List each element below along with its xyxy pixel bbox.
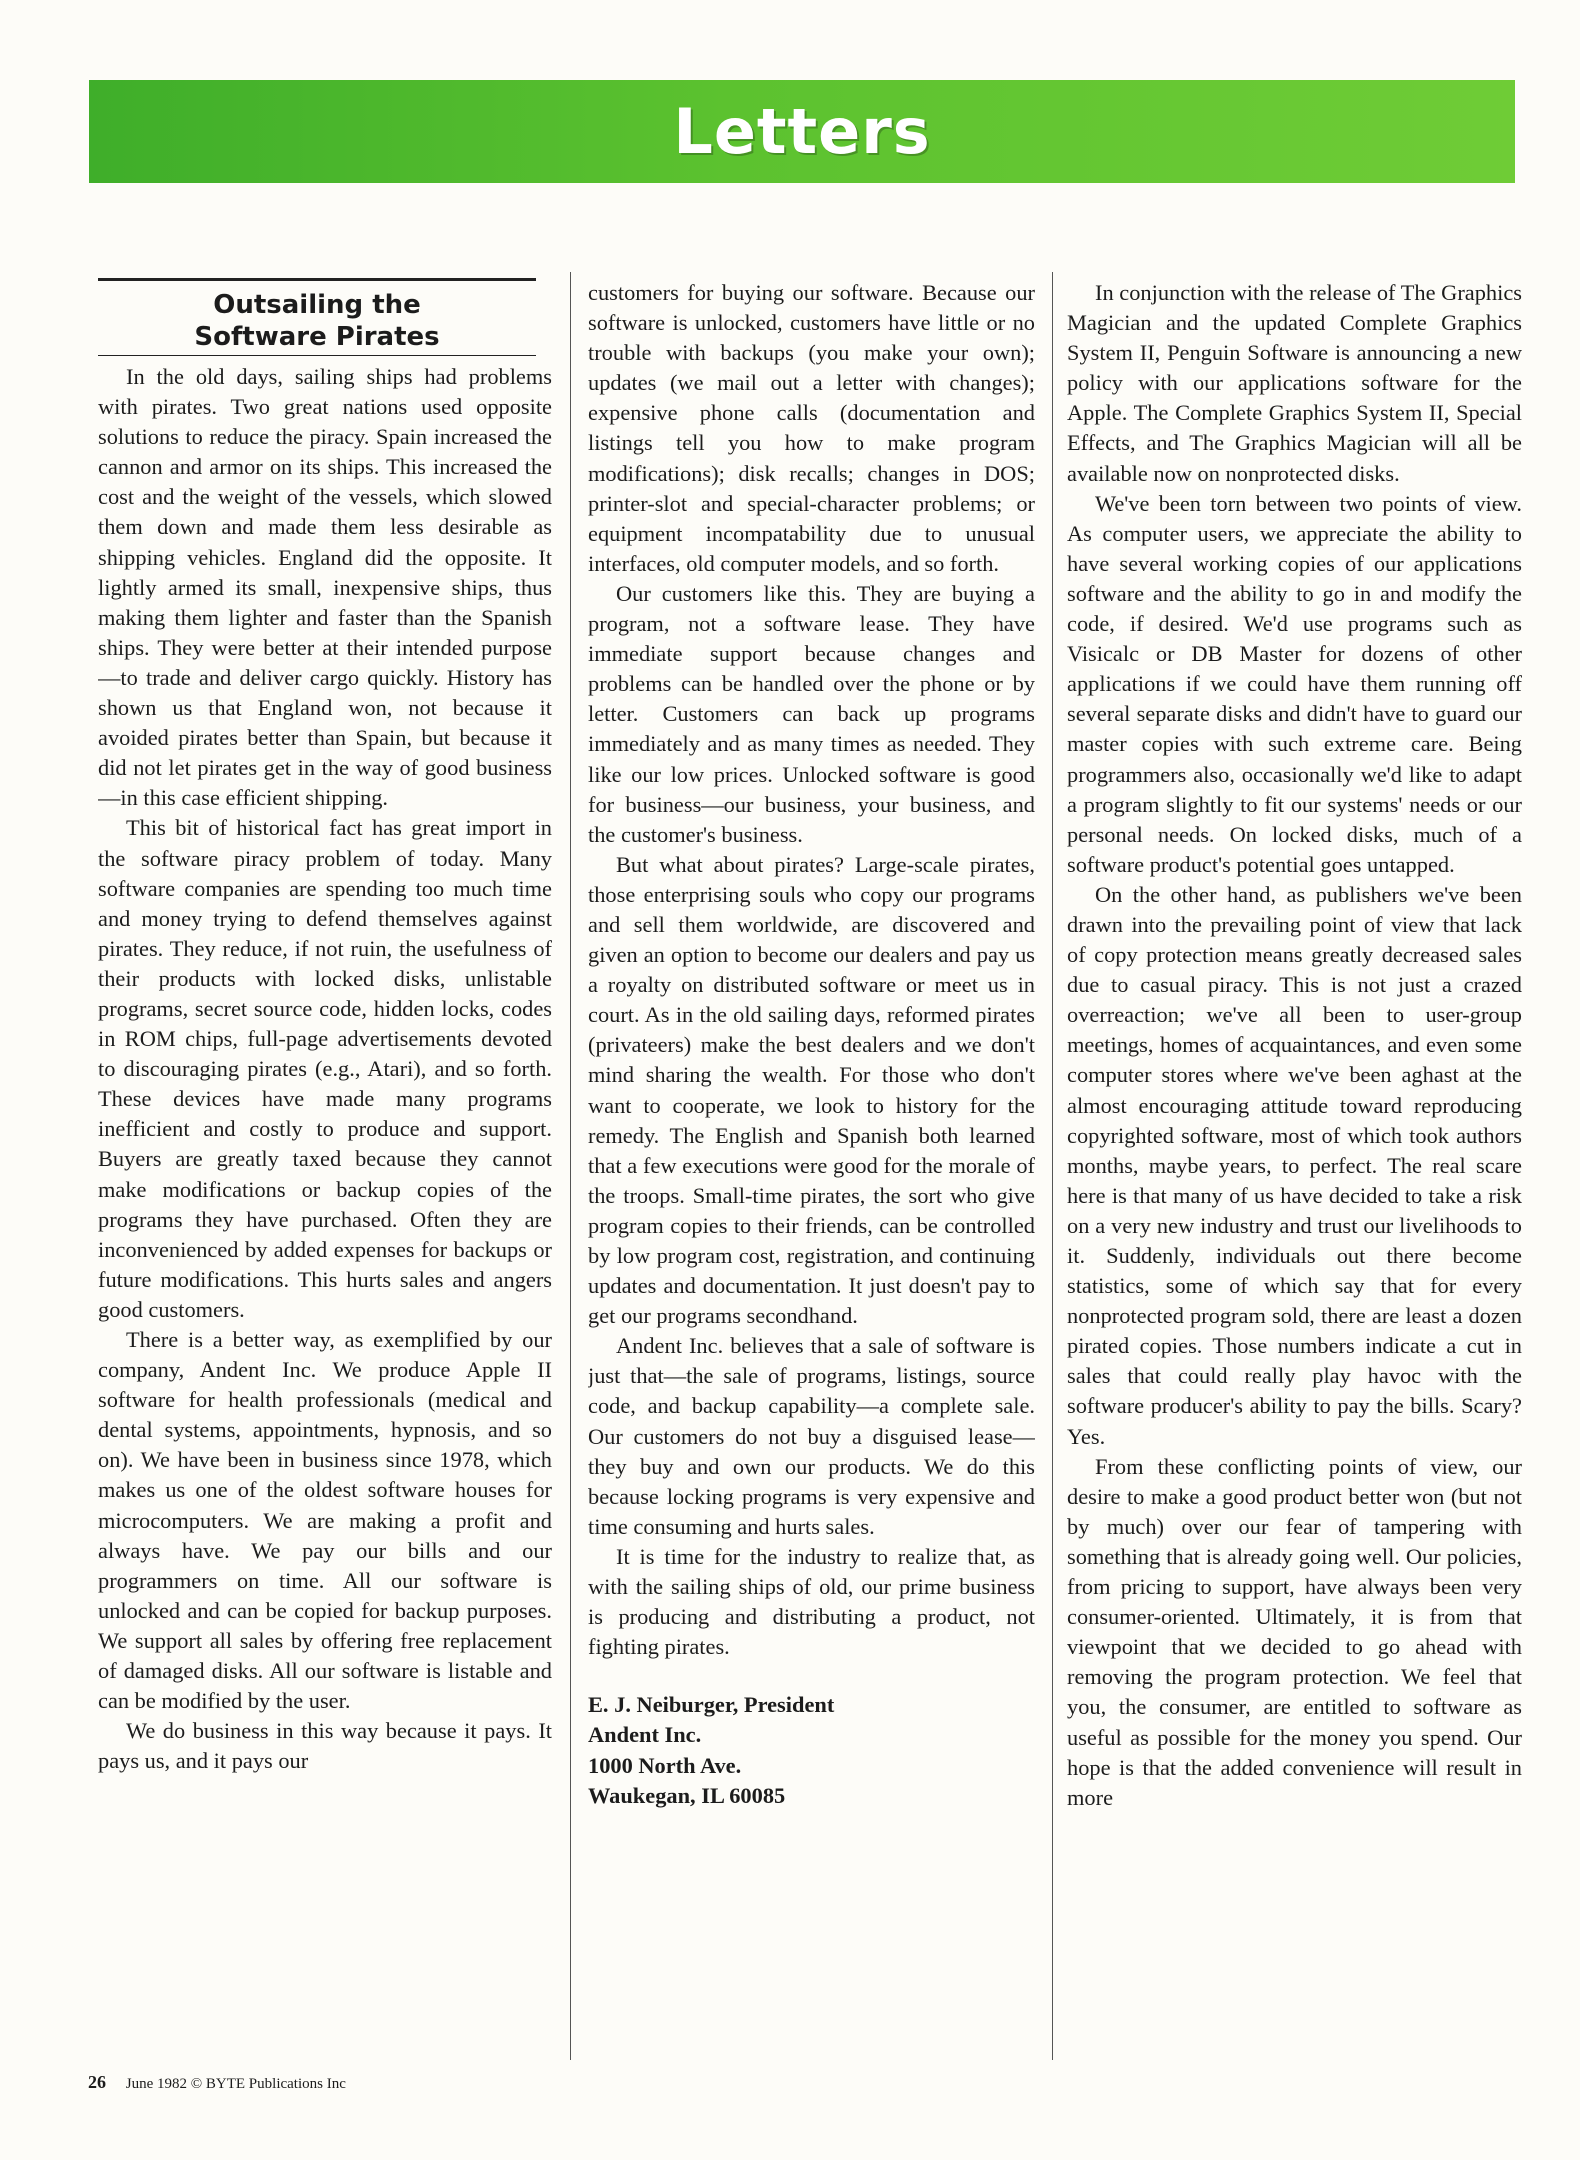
headline-bottom-rule <box>98 355 536 356</box>
paragraph: customers for buying our software. Because our software is unlocked, customers have little or no trouble with backups (you make your own); updates (we mail out a letter with changes); expensive phone calls (documentation and listings tell you how to make program modifications); disk recalls; changes in DOS; printer-slot and special-character problems; or equipment incompatability due to unusual interfaces, old computer models, and so forth. <box>588 280 1035 576</box>
signature-street: 1000 North Ave. <box>588 1752 742 1778</box>
signature-city: Waukegan, IL 60085 <box>588 1782 786 1808</box>
headline-line: Outsailing the <box>213 290 421 320</box>
headline-line: Software Pirates <box>194 322 440 352</box>
paragraph: There is a better way, as exemplified by our company, Andent Inc. We produce Apple II software for health professionals (medical and dental systems, appointments, hypnosis, and so on). We have been in business since 1978, which makes us one of the oldest software houses for microcomputers. We are making a profit and always have. We pay our bills and our programmers on time. All our software is unlocked and can be copied for backup purposes. We support all sales by offering free replacement of damaged disks. All our software is listable and can be modified by the user. <box>98 1327 552 1714</box>
paragraph: But what about pirates? Large-scale pirates, those enterprising souls who copy our programs and sell them worldwide, are discovered and given an option to become our dealers and pay us a royalty on distributed software or meet us in court. As in the old sailing days, reformed pirates (privateers) make the best dealers and we don't mind sharing the wealth. For those who don't want to cooperate, we look to history for the remedy. The English and Spanish both learned that a few executions were good for the morale of the troops. Small-time pirates, the sort who give program copies to their friends, can be controlled by low program cost, registration, and continuing updates and documentation. It just doesn't pay to get our programs secondhand. <box>588 851 1035 1329</box>
column-divider <box>570 272 571 2060</box>
page-footer <box>88 2072 346 2093</box>
paragraph: In conjunction with the release of The Graphics Magician and the updated Complete Graphics System II, Penguin Software is announcing a new policy with our applications software for the Apple. The Complete Graphics System II, Special Effects, and The Graphics Magician will all be available now on nonprotected disks. <box>1067 280 1522 486</box>
headline-top-rule <box>98 278 536 281</box>
column-divider <box>1052 272 1053 2060</box>
article-column-1 <box>98 278 552 2038</box>
signature-name: E. J. Neiburger, President <box>588 1692 835 1718</box>
section-banner <box>89 80 1515 183</box>
article-column-3 <box>1067 278 1522 2038</box>
article-headline <box>98 289 552 353</box>
section-title: Letters <box>673 95 931 168</box>
paragraph: This bit of historical fact has great import in the software piracy problem of today. Many software companies are spending too much time and money trying to defend themselves against pirates. They reduce, if not ruin, the usefulness of their products with locked disks, unlistable programs, secret source code, hidden locks, codes in ROM chips, full-page advertisements devoted to discouraging pirates (e.g., Atari), and so forth. These devices have made many programs inefficient and costly to produce and support. Buyers are greatly taxed because they cannot make modifications or backup copies of the programs they have purchased. Often they are inconvenienced by added expenses for backups or future modifications. This hurts sales and angers good customers. <box>98 815 552 1322</box>
paragraph: It is time for the industry to realize that, as with the sailing ships of old, our prime business is producing and distributing a product, not fighting pirates. <box>588 1543 1035 1660</box>
paragraph: Andent Inc. believes that a sale of software is just that—the sale of programs, listings, source code, and backup capability—a complete sale. Our customers do not buy a disguised lease—they buy and own our products. We do this because locking programs is very expensive and time consuming and hurts sales. <box>588 1333 1035 1539</box>
paragraph: We've been torn between two points of view. As computer users, we appreciate the ability to have several working copies of our applications software and the ability to go in and modify the code, if desired. We'd use programs such as Visicalc or DB Master for dozens of other applications if we could have them running off several separate disks and didn't have to guard our master copies with such extreme care. Being programmers also, occasionally we'd like to adapt a program slightly to fit our systems' needs or our personal needs. On locked disks, much of a software product's potential goes untapped. <box>1067 490 1522 877</box>
paragraph: In the old days, sailing ships had problems with pirates. Two great nations used opposite solutions to reduce the piracy. Spain increased the cannon and armor on its ships. This increased the cost and the weight of the vessels, which slowed them down and made them less desirable as shipping vehicles. England did the opposite. It lightly armed its small, inexpensive ships, thus making them lighter and faster than the Spanish ships. They were better at their intended purpose—to trade and deliver cargo quickly. History has shown us that England won, not because it avoided pirates better than Spain, but because it did not let pirates get in the way of good business—in this case efficient shipping. <box>98 364 552 811</box>
paragraph: On the other hand, as publishers we've been drawn into the prevailing point of view that lack of copy protection means greatly decreased sales due to casual piracy. This is not just a crazed overreaction; we've all been to user-group meetings, homes of acquaintances, and even some computer stores where we've been aghast at the almost encouraging attitude toward reproducing copyrighted software, most of which took authors months, maybe years, to perfect. The real scare here is that many of us have decided to take a risk on a very new industry and trust our livelihoods to it. Suddenly, individuals out there become statistics, some of which say that for every nonprotected program sold, there are least a dozen pirated copies. Those numbers indicate a cut in sales that could really play havoc with the software producer's ability to pay the bills. Scary? Yes. <box>1067 881 1522 1449</box>
paragraph: We do business in this way because it pays. It pays us, and it pays our <box>98 1718 552 1774</box>
signature-block <box>588 1690 1035 1810</box>
paragraph: From these conflicting points of view, our desire to make a good product better won (but not by much) over our fear of tampering with something that is already going well. Our policies, from pricing to support, have always been very consumer-oriented. Ultimately, it is from that viewpoint that we decided to go ahead with removing the program protection. We feel that you, the consumer, are entitled to software as useful as possible for the money you spend. Our hope is that the added convenience will result in more <box>1067 1453 1522 1810</box>
publication-credit: June 1982 © BYTE Publications Inc <box>125 2076 346 2092</box>
paragraph: Our customers like this. They are buying a program, not a software lease. They have immediate support because changes and problems can be handled over the phone or by letter. Customers can back up programs immediately and as many times as needed. They like our low prices. Unlocked software is good for business—our business, your business, and the customer's business. <box>588 580 1035 847</box>
article-column-2 <box>588 278 1035 2038</box>
page-number: 26 <box>88 2072 106 2092</box>
signature-company: Andent Inc. <box>588 1722 702 1748</box>
